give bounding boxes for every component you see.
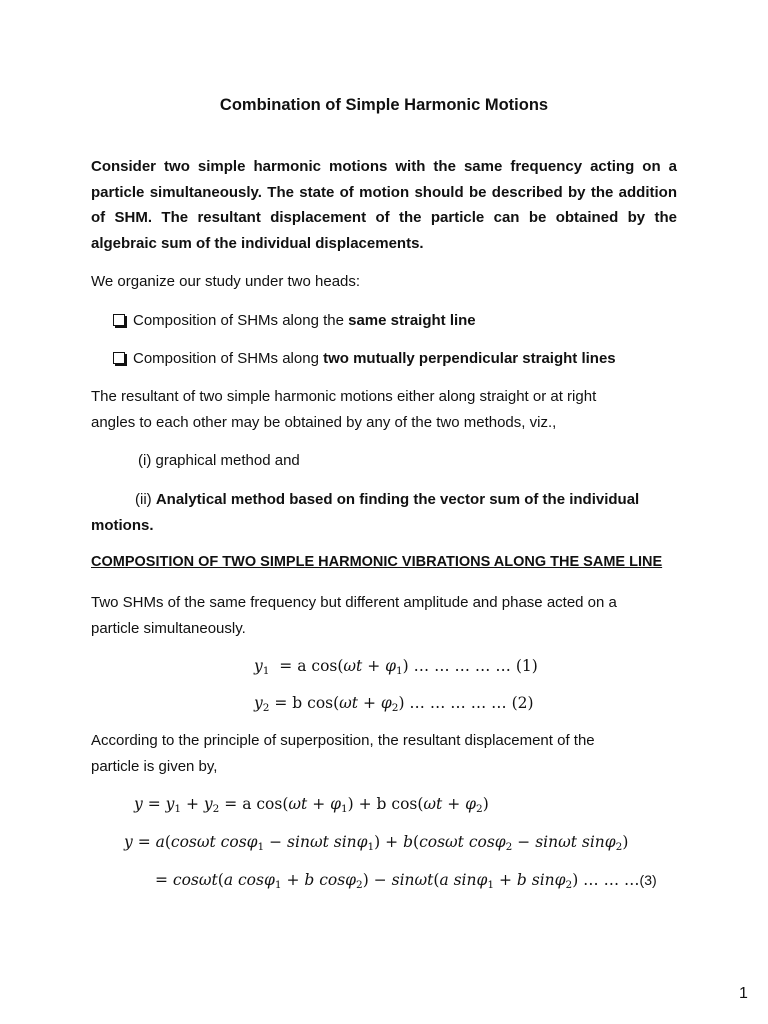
page-number: 1 xyxy=(739,985,748,1002)
equation-3: = cosωt(a cosφ$_1$ + b cosφ$_2$) − sinωt(a sinφ$_1$ + b sinφ$_2$) … … …(3) xyxy=(155,871,657,891)
resultant-line-1: The resultant of two simple harmonic motions either along straight or at right xyxy=(91,388,597,405)
intro-line-4: algebraic sum of the individual displacements. xyxy=(91,234,424,252)
superposition-line-2: particle is given by, xyxy=(91,757,218,775)
bullet-2-bold: two mutually perpendicular straight lines xyxy=(323,350,616,367)
equation-2-tag: (2) xyxy=(511,694,534,712)
page-title: Combination of Simple Harmonic Motions xyxy=(219,96,549,114)
intro-paragraph xyxy=(91,154,677,256)
method-2 xyxy=(91,487,681,538)
method-2-prefix: (ii) xyxy=(135,491,156,508)
resultant-paragraph xyxy=(91,384,677,435)
superposition-line-1: According to the principle of superposition, the resultant displacement of the xyxy=(91,732,595,749)
checkbox-bullet-icon xyxy=(113,352,125,364)
bullet-1-prefix: Composition of SHMs along the xyxy=(133,312,349,329)
bullet-item-1 xyxy=(113,311,476,331)
equation-2-dots: … … … … … xyxy=(409,694,507,712)
method-2-bold-1: Analytical method based on finding the vector sum of the individual xyxy=(155,491,640,508)
equation-expanded: y = a(cosωt cosφ$_1$ − sinωt sinφ$_1$) + b(cosωt cosφ$_2$ − sinωt sinφ$_2$) xyxy=(124,833,629,853)
shm-paragraph xyxy=(91,590,677,641)
checkbox-bullet-icon xyxy=(113,314,125,326)
equation-3-dots: … … … xyxy=(583,871,640,889)
method-2-bold-2: motions. xyxy=(91,516,154,534)
resultant-line-2: angles to each other may be obtained by any of the two methods, viz., xyxy=(91,413,557,431)
shm-line-1: Two SHMs of the same frequency but different amplitude and phase acted on a xyxy=(91,594,617,611)
bullet-2-prefix: Composition of SHMs along xyxy=(133,350,324,367)
equation-1-tag: (1) xyxy=(515,657,538,675)
intro-line-3: of SHM. The resultant displacement of the particle can be obtained by the xyxy=(91,209,677,226)
intro-line-2: particle simultaneously. The state of motion should be described by the addition xyxy=(91,183,677,201)
method-1: (i) graphical method and xyxy=(138,452,300,469)
equation-3-tag: (3) xyxy=(639,872,657,888)
equation-1-dots: … … … … … xyxy=(413,657,511,675)
superposition-paragraph xyxy=(91,728,677,779)
bullet-1-bold: same straight line xyxy=(348,312,476,329)
equation-sum: $y = y_1 + y_2 = a$ $\cos(\omega t + \varphi_1) + b$ $\cos(\omega t + \varphi_2)$ xyxy=(134,795,489,815)
intro-line-1: Consider two simple harmonic motions with the same frequency acting on a xyxy=(91,158,677,175)
shm-line-2: particle simultaneously. xyxy=(91,619,246,637)
section-heading: COMPOSITION OF TWO SIMPLE HARMONIC VIBRATIONS ALONG THE SAME LINE xyxy=(91,554,663,570)
equation-1: $y_1 = a$ $\cos(\omega t + \varphi_1)$ … … … … … (1) xyxy=(254,657,538,677)
equation-2: $y_2 = b$ $\cos(\omega t + \varphi_2)$ … … … … … (2) xyxy=(254,694,534,714)
bullet-item-2 xyxy=(113,349,616,369)
organize-text: We organize our study under two heads: xyxy=(91,273,361,290)
